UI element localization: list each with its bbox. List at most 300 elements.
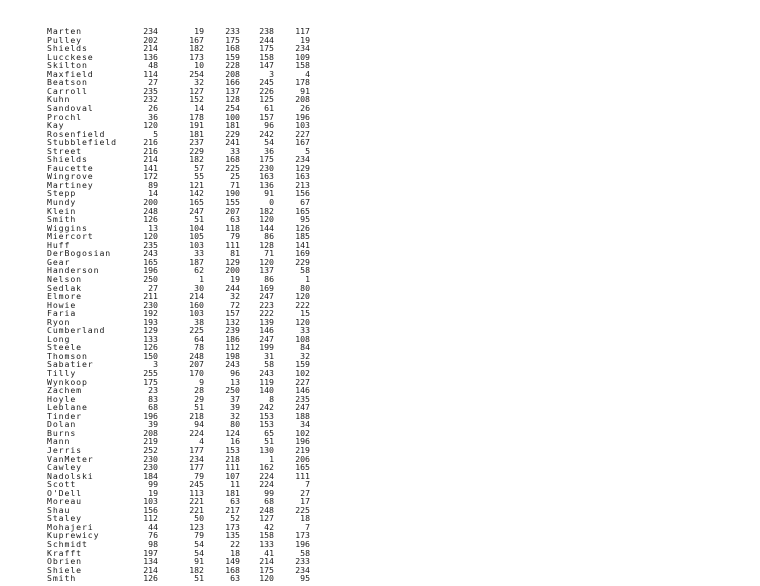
row-name: Mundy xyxy=(47,197,77,207)
row-value-2: 79 xyxy=(194,530,204,541)
row-value-3: 72 xyxy=(230,299,240,310)
row-value-1: 27 xyxy=(148,282,158,293)
row-value-2: 29 xyxy=(194,393,204,404)
row-name: Long xyxy=(47,333,71,344)
row-value-3: 63 xyxy=(230,214,240,225)
row-name: Stubblefield xyxy=(47,137,117,148)
row-value-5: 158 xyxy=(295,60,310,71)
row-name: Martiney xyxy=(47,179,94,190)
row-value-2: 4 xyxy=(199,436,204,447)
row-value-3: 217 xyxy=(225,504,240,515)
row-value-3: 33 xyxy=(230,145,240,156)
row-value-1: 141 xyxy=(143,162,158,173)
row-value-4: 244 xyxy=(259,34,274,45)
row-value-2: 38 xyxy=(194,316,204,327)
row-value-4: 128 xyxy=(259,239,274,250)
row-value-3: 39 xyxy=(230,402,240,413)
row-value-4: 51 xyxy=(264,436,274,447)
row-value-2: 121 xyxy=(189,179,204,190)
row-value-1: 19 xyxy=(148,487,158,498)
row-value-3: 254 xyxy=(225,102,240,113)
row-value-5: 33 xyxy=(300,325,310,336)
row-name: DerBogosian xyxy=(47,248,112,259)
row-value-4: 127 xyxy=(259,513,274,524)
row-value-5: 234 xyxy=(295,43,310,54)
row-value-3: 166 xyxy=(225,77,240,88)
row-value-3: 168 xyxy=(225,154,240,165)
row-value-3: 181 xyxy=(225,487,240,498)
row-value-2: 181 xyxy=(189,128,204,139)
row-value-2: 170 xyxy=(189,368,204,378)
row-value-1: 250 xyxy=(143,273,158,284)
row-value-3: 118 xyxy=(225,222,240,233)
row-value-5: 4 xyxy=(305,68,310,79)
row-value-1: 83 xyxy=(148,393,158,404)
row-value-4: 243 xyxy=(259,368,274,378)
row-value-4: 3 xyxy=(269,68,274,79)
row-value-4: 175 xyxy=(259,154,274,165)
row-value-4: 182 xyxy=(259,205,274,216)
row-name: Kuhn xyxy=(47,94,71,105)
row-name: Krafft xyxy=(47,547,82,558)
row-value-5: 206 xyxy=(295,453,310,464)
row-value-5: 141 xyxy=(295,239,310,250)
row-value-2: 167 xyxy=(189,34,204,45)
row-value-3: 18 xyxy=(230,547,240,558)
row-name: Wynkoop xyxy=(47,376,88,387)
row-value-2: 54 xyxy=(194,547,204,558)
row-value-2: 229 xyxy=(189,145,204,156)
row-value-1: 99 xyxy=(148,479,158,490)
row-value-2: 91 xyxy=(194,556,204,567)
row-value-3: 129 xyxy=(225,256,240,267)
row-name: Scott xyxy=(47,479,77,490)
row-name: Obrien xyxy=(47,556,82,567)
row-value-2: 57 xyxy=(194,162,204,173)
row-value-5: 169 xyxy=(295,248,310,259)
row-value-1: 216 xyxy=(143,137,158,148)
row-value-4: 199 xyxy=(259,342,274,353)
row-value-4: 99 xyxy=(264,487,274,498)
row-value-3: 100 xyxy=(225,111,240,122)
row-value-5: 84 xyxy=(300,342,310,353)
row-value-4: 119 xyxy=(259,376,274,387)
row-value-3: 111 xyxy=(225,462,240,473)
row-value-2: 160 xyxy=(189,299,204,310)
row-value-4: 144 xyxy=(259,222,274,233)
row-value-2: 182 xyxy=(189,154,204,165)
row-value-3: 228 xyxy=(225,60,240,71)
row-value-2: 245 xyxy=(189,479,204,490)
row-value-1: 68 xyxy=(148,402,158,413)
row-value-4: 86 xyxy=(264,273,274,284)
row-value-1: 112 xyxy=(143,513,158,524)
row-value-3: 200 xyxy=(225,265,240,276)
row-value-4: 8 xyxy=(269,393,274,404)
row-name: Handerson xyxy=(47,265,100,276)
row-value-5: 111 xyxy=(295,470,310,481)
row-value-5: 156 xyxy=(295,188,310,199)
row-value-1: 243 xyxy=(143,248,158,259)
row-name: Staley xyxy=(47,513,82,524)
row-value-3: 80 xyxy=(230,419,240,430)
row-value-1: 13 xyxy=(148,222,158,233)
row-value-3: 112 xyxy=(225,342,240,353)
row-value-4: 36 xyxy=(264,145,274,156)
row-name: Carroll xyxy=(47,85,88,96)
row-value-5: 7 xyxy=(305,479,310,490)
row-value-2: 237 xyxy=(189,137,204,148)
row-value-5: 120 xyxy=(295,291,310,302)
row-value-3: 225 xyxy=(225,162,240,173)
row-value-2: 51 xyxy=(194,214,204,225)
row-value-3: 128 xyxy=(225,94,240,105)
row-name: Kuprewicy xyxy=(47,530,100,541)
row-value-4: 61 xyxy=(264,102,274,113)
row-name: O'Dell xyxy=(47,487,82,498)
row-value-2: 55 xyxy=(194,171,204,182)
row-value-2: 152 xyxy=(189,94,204,105)
row-name: Stepp xyxy=(47,188,77,199)
row-value-2: 33 xyxy=(194,248,204,259)
row-value-5: 196 xyxy=(295,111,310,122)
row-value-5: 247 xyxy=(295,402,310,413)
row-name: Faria xyxy=(47,308,77,319)
row-value-1: 235 xyxy=(143,239,158,250)
row-value-1: 89 xyxy=(148,179,158,190)
row-value-4: 96 xyxy=(264,120,274,131)
row-value-2: 225 xyxy=(189,325,204,336)
row-value-3: 208 xyxy=(225,68,240,79)
row-value-1: 156 xyxy=(143,504,158,515)
row-name: Elmore xyxy=(47,291,82,302)
row-value-3: 132 xyxy=(225,316,240,327)
row-value-5: 108 xyxy=(295,333,310,344)
row-value-4: 158 xyxy=(259,530,274,541)
row-value-4: 41 xyxy=(264,547,274,558)
row-value-5: 102 xyxy=(295,368,310,378)
row-value-4: 223 xyxy=(259,299,274,310)
row-value-3: 149 xyxy=(225,556,240,567)
row-value-3: 19 xyxy=(230,273,240,284)
row-value-1: 219 xyxy=(143,436,158,447)
row-name: Dolan xyxy=(47,419,77,430)
row-value-5: 27 xyxy=(300,487,310,498)
row-name: Sedlak xyxy=(47,282,82,293)
row-value-1: 76 xyxy=(148,530,158,541)
row-value-1: 98 xyxy=(148,539,158,549)
row-value-4: 86 xyxy=(264,231,274,242)
row-value-1: 120 xyxy=(143,231,158,242)
row-value-1: 14 xyxy=(148,188,158,199)
row-value-4: 146 xyxy=(259,325,274,336)
row-value-1: 26 xyxy=(148,102,158,113)
row-name: Tilly xyxy=(47,368,77,378)
row-value-2: 247 xyxy=(189,205,204,216)
row-value-1: 133 xyxy=(143,333,158,344)
row-value-2: 54 xyxy=(194,539,204,549)
row-value-2: 254 xyxy=(189,68,204,79)
row-value-3: 71 xyxy=(230,179,240,190)
row-value-2: 105 xyxy=(189,231,204,242)
row-value-1: 103 xyxy=(143,496,158,507)
row-name: Howie xyxy=(47,299,77,310)
row-value-2: 51 xyxy=(194,402,204,413)
row-value-3: 157 xyxy=(225,308,240,319)
row-value-2: 32 xyxy=(194,77,204,88)
row-value-4: 137 xyxy=(259,265,274,276)
row-value-5: 213 xyxy=(295,179,310,190)
row-value-3: 81 xyxy=(230,248,240,259)
row-name: Tinder xyxy=(47,410,82,421)
row-value-1: 232 xyxy=(143,94,158,105)
row-value-3: 16 xyxy=(230,436,240,447)
row-value-2: 78 xyxy=(194,342,204,353)
row-value-4: 0 xyxy=(269,197,274,207)
row-value-5: 95 xyxy=(300,573,310,584)
row-value-1: 216 xyxy=(143,145,158,156)
row-value-1: 129 xyxy=(143,325,158,336)
row-value-1: 196 xyxy=(143,410,158,421)
row-value-3: 198 xyxy=(225,350,240,361)
row-value-3: 186 xyxy=(225,333,240,344)
row-name: Leblane xyxy=(47,402,88,413)
row-value-3: 107 xyxy=(225,470,240,481)
row-value-5: 146 xyxy=(295,385,310,396)
row-value-4: 136 xyxy=(259,179,274,190)
row-value-4: 120 xyxy=(259,573,274,584)
row-value-4: 31 xyxy=(264,350,274,361)
row-value-4: 224 xyxy=(259,479,274,490)
row-value-2: 191 xyxy=(189,120,204,131)
row-value-4: 169 xyxy=(259,282,274,293)
row-value-2: 177 xyxy=(189,444,204,455)
row-value-2: 224 xyxy=(189,427,204,438)
row-value-3: 181 xyxy=(225,120,240,131)
row-value-5: 67 xyxy=(300,197,310,207)
row-name: Smith xyxy=(47,573,77,584)
row-value-1: 214 xyxy=(143,564,158,575)
row-value-1: 23 xyxy=(148,385,158,396)
row-value-3: 137 xyxy=(225,85,240,96)
row-value-5: 5 xyxy=(305,145,310,156)
row-value-5: 163 xyxy=(295,171,310,182)
row-value-4: 120 xyxy=(259,256,274,267)
row-value-3: 168 xyxy=(225,43,240,54)
row-value-3: 25 xyxy=(230,171,240,182)
row-name: Marten xyxy=(47,26,82,36)
row-value-3: 218 xyxy=(225,453,240,464)
row-value-5: 222 xyxy=(295,299,310,310)
row-value-4: 238 xyxy=(259,26,274,36)
row-value-4: 91 xyxy=(264,188,274,199)
row-name: Miercort xyxy=(47,231,94,242)
row-value-4: 133 xyxy=(259,539,274,549)
row-value-5: 196 xyxy=(295,436,310,447)
row-value-5: 117 xyxy=(295,26,310,36)
row-name: Skilton xyxy=(47,60,88,71)
row-value-2: 19 xyxy=(194,26,204,36)
row-value-5: 120 xyxy=(295,316,310,327)
row-name: Shields xyxy=(47,43,88,54)
row-name: Nelson xyxy=(47,273,82,284)
row-name: Wiggins xyxy=(47,222,88,233)
row-name: Jerris xyxy=(47,444,82,455)
row-value-2: 173 xyxy=(189,51,204,62)
row-value-5: 165 xyxy=(295,205,310,216)
row-value-2: 127 xyxy=(189,85,204,96)
row-value-5: 19 xyxy=(300,34,310,45)
row-value-1: 134 xyxy=(143,556,158,567)
row-value-3: 241 xyxy=(225,137,240,148)
row-name: Mohajeri xyxy=(47,521,94,532)
row-value-5: 235 xyxy=(295,393,310,404)
row-name: Faucette xyxy=(47,162,94,173)
row-value-1: 172 xyxy=(143,171,158,182)
row-value-5: 173 xyxy=(295,530,310,541)
row-value-4: 242 xyxy=(259,128,274,139)
row-name: Mann xyxy=(47,436,71,447)
row-value-1: 235 xyxy=(143,85,158,96)
row-value-3: 190 xyxy=(225,188,240,199)
row-value-4: 226 xyxy=(259,85,274,96)
row-value-1: 48 xyxy=(148,60,158,71)
row-value-2: 182 xyxy=(189,43,204,54)
row-value-4: 147 xyxy=(259,60,274,71)
row-name: Moreau xyxy=(47,496,82,507)
row-name: Lucckese xyxy=(47,51,94,62)
row-value-5: 91 xyxy=(300,85,310,96)
row-name: Prochl xyxy=(47,111,82,122)
row-value-4: 125 xyxy=(259,94,274,105)
row-value-5: 227 xyxy=(295,376,310,387)
row-name: Zachem xyxy=(47,385,82,396)
row-value-5: 225 xyxy=(295,504,310,515)
row-value-4: 247 xyxy=(259,291,274,302)
row-name: Beatson xyxy=(47,77,88,88)
row-value-5: 219 xyxy=(295,444,310,455)
row-value-3: 168 xyxy=(225,564,240,575)
row-value-3: 135 xyxy=(225,530,240,541)
row-value-3: 233 xyxy=(225,26,240,36)
row-value-4: 222 xyxy=(259,308,274,319)
row-value-5: 129 xyxy=(295,162,310,173)
row-value-3: 111 xyxy=(225,239,240,250)
row-name: Sandoval xyxy=(47,102,94,113)
row-name: Shau xyxy=(47,504,71,515)
row-value-2: 221 xyxy=(189,504,204,515)
row-name: Ryon xyxy=(47,316,71,327)
row-value-3: 63 xyxy=(230,496,240,507)
row-value-4: 71 xyxy=(264,248,274,259)
row-name: Kay xyxy=(47,120,65,131)
row-name: Cawley xyxy=(47,462,82,473)
row-value-2: 182 xyxy=(189,564,204,575)
row-value-1: 192 xyxy=(143,308,158,319)
row-value-1: 126 xyxy=(143,342,158,353)
row-value-3: 79 xyxy=(230,231,240,242)
row-value-2: 218 xyxy=(189,410,204,421)
row-value-1: 230 xyxy=(143,453,158,464)
row-value-4: 242 xyxy=(259,402,274,413)
row-value-1: 214 xyxy=(143,43,158,54)
row-name: Steele xyxy=(47,342,82,353)
row-value-1: 126 xyxy=(143,573,158,584)
row-value-1: 196 xyxy=(143,265,158,276)
row-value-4: 68 xyxy=(264,496,274,507)
row-value-4: 175 xyxy=(259,43,274,54)
row-value-4: 1 xyxy=(269,453,274,464)
row-value-5: 95 xyxy=(300,214,310,225)
row-value-4: 130 xyxy=(259,444,274,455)
row-value-4: 120 xyxy=(259,214,274,225)
row-value-2: 103 xyxy=(189,308,204,319)
row-value-2: 113 xyxy=(189,487,204,498)
row-value-3: 124 xyxy=(225,427,240,438)
row-value-2: 221 xyxy=(189,496,204,507)
row-value-1: 202 xyxy=(143,34,158,45)
row-value-3: 175 xyxy=(225,34,240,45)
row-value-1: 114 xyxy=(143,68,158,79)
row-value-5: 32 xyxy=(300,350,310,361)
row-value-1: 165 xyxy=(143,256,158,267)
row-value-3: 250 xyxy=(225,385,240,396)
row-value-1: 234 xyxy=(143,26,158,36)
row-value-4: 247 xyxy=(259,333,274,344)
row-value-3: 244 xyxy=(225,282,240,293)
row-value-4: 175 xyxy=(259,564,274,575)
table-row xyxy=(0,574,760,583)
row-name: Burns xyxy=(47,427,77,438)
row-value-1: 120 xyxy=(143,120,158,131)
row-value-4: 42 xyxy=(264,521,274,532)
row-value-5: 58 xyxy=(300,265,310,276)
row-value-2: 104 xyxy=(189,222,204,233)
row-value-3: 243 xyxy=(225,359,240,370)
row-value-3: 229 xyxy=(225,128,240,139)
row-value-2: 28 xyxy=(194,385,204,396)
row-name: Street xyxy=(47,145,82,156)
row-value-3: 173 xyxy=(225,521,240,532)
row-value-5: 188 xyxy=(295,410,310,421)
row-value-3: 207 xyxy=(225,205,240,216)
row-value-5: 126 xyxy=(295,222,310,233)
row-value-1: 208 xyxy=(143,427,158,438)
row-value-2: 165 xyxy=(189,197,204,207)
row-value-1: 255 xyxy=(143,368,158,378)
row-value-5: 196 xyxy=(295,539,310,549)
row-value-4: 230 xyxy=(259,162,274,173)
row-value-1: 5 xyxy=(153,128,158,139)
row-value-2: 178 xyxy=(189,111,204,122)
row-value-5: 167 xyxy=(295,137,310,148)
row-value-5: 15 xyxy=(300,308,310,319)
row-value-2: 30 xyxy=(194,282,204,293)
row-value-5: 229 xyxy=(295,256,310,267)
row-value-1: 136 xyxy=(143,51,158,62)
row-value-2: 94 xyxy=(194,419,204,430)
row-name: Smith xyxy=(47,214,77,225)
row-name: Thomson xyxy=(47,350,88,361)
row-name: Rosenfield xyxy=(47,128,106,139)
row-value-5: 234 xyxy=(295,154,310,165)
row-value-4: 153 xyxy=(259,410,274,421)
row-value-2: 14 xyxy=(194,102,204,113)
row-name: Huff xyxy=(47,239,71,250)
row-value-1: 248 xyxy=(143,205,158,216)
row-value-1: 214 xyxy=(143,154,158,165)
row-value-3: 96 xyxy=(230,368,240,378)
